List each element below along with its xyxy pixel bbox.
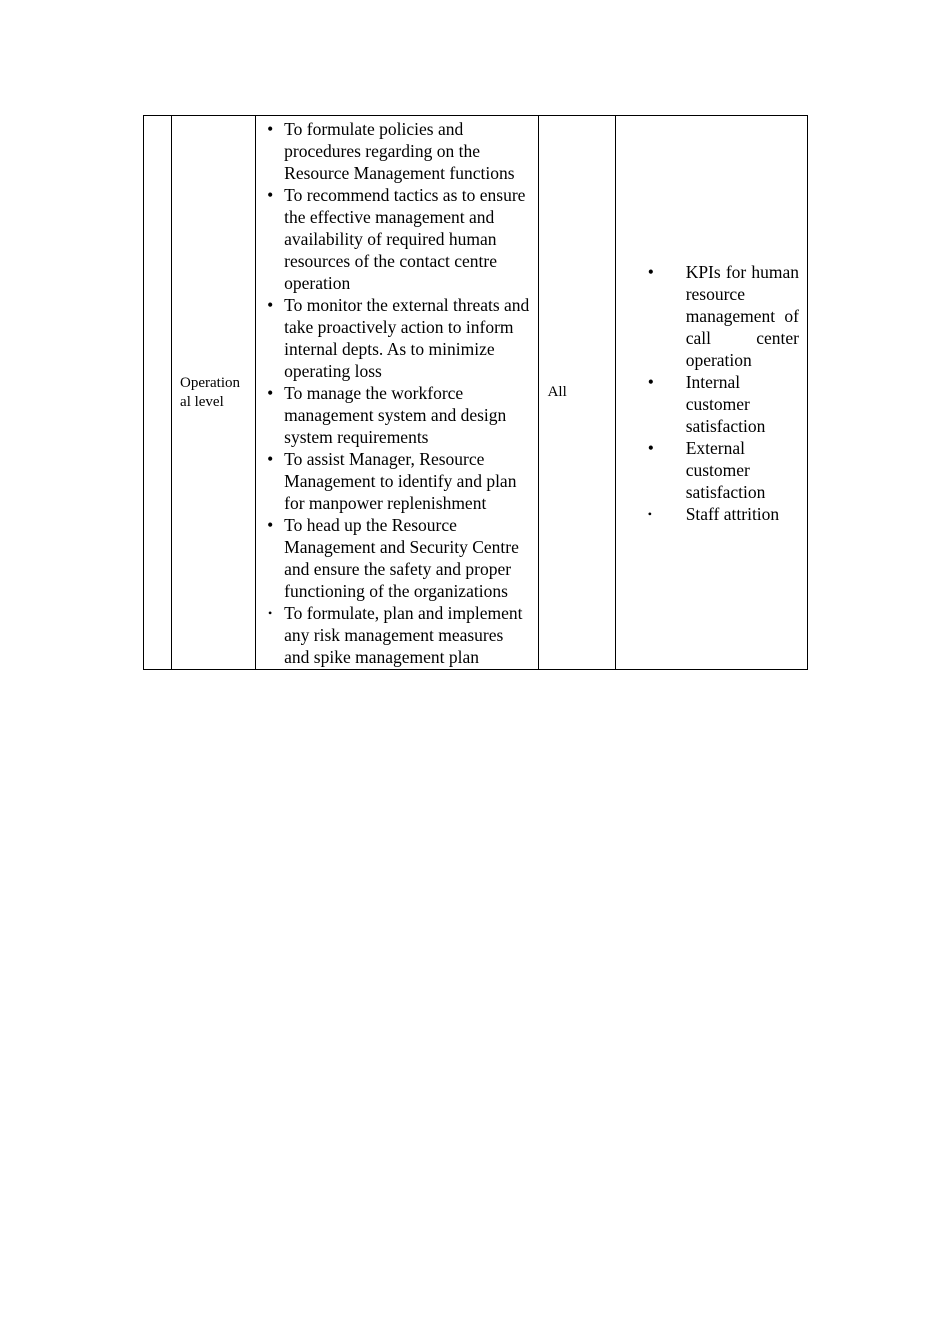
bullet-icon: • — [647, 506, 652, 521]
responsibilities-cell — [256, 116, 538, 670]
list-item: • Internal customer satisfaction — [647, 371, 766, 436]
list-item: • To assist Manager, Resource Management to identify and plan for manpower replenishment — [256, 448, 537, 514]
list-item: • To recommend tactics as to ensure the effective management and availability of required human resources of the contact centre operation — [256, 184, 537, 294]
empty-index-cell — [144, 116, 172, 670]
kpi-list — [616, 261, 807, 525]
bullet-icon: • — [267, 383, 274, 403]
bullet-icon: • — [267, 119, 274, 139]
list-item: • To formulate, plan and implement any risk management measures and spike management plan — [256, 602, 537, 668]
scope-cell — [538, 116, 615, 670]
list-item: • To manage the workforce management system and design system requirements — [256, 382, 537, 448]
bullet-icon: • — [267, 515, 274, 535]
table-row — [144, 116, 808, 670]
level-cell — [172, 116, 256, 670]
kpi-cell — [615, 116, 807, 670]
bullet-icon: • — [647, 437, 654, 458]
level-label: Operation al level — [180, 374, 241, 410]
list-item: • To formulate policies and procedures regarding on the Resource Management functions — [256, 118, 537, 184]
responsibilities-list — [256, 116, 537, 669]
bullet-icon: • — [267, 185, 274, 205]
list-item: • To monitor the external threats and take proactively action to inform internal depts. As to minimize operating loss — [256, 294, 537, 382]
bullet-icon: • — [647, 261, 654, 282]
bullet-icon: • — [268, 606, 273, 620]
kpi-table — [143, 115, 808, 670]
bullet-icon: • — [267, 295, 274, 315]
bullet-icon: • — [647, 371, 654, 392]
list-item: • Staff attrition — [647, 503, 780, 524]
bullet-icon: • — [267, 449, 274, 469]
list-item: • External customer satisfaction — [647, 437, 766, 502]
list-item: • KPIs for human resource management of call center operation — [647, 261, 799, 370]
scope-label: All — [547, 384, 567, 400]
list-item: • To head up the Resource Management and Security Centre and ensure the safety and proper functioning of the organizations — [256, 514, 537, 602]
